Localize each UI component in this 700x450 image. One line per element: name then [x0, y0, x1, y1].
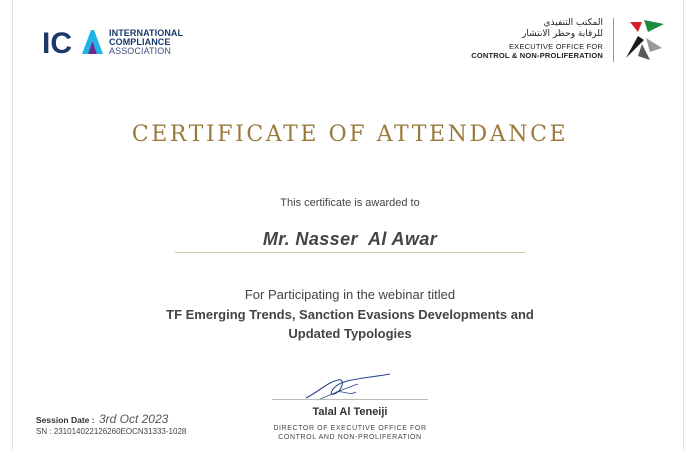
eo-english-line1: EXECUTIVE OFFICE FOR: [508, 42, 603, 51]
session-date: [36, 412, 168, 426]
serial-number: SN : 231014022126260EOCN31333-1028: [36, 427, 187, 436]
session-date-label: Session Date :: [36, 415, 95, 425]
ica-logo-icon: [42, 27, 104, 57]
recipient-underline: [175, 252, 525, 253]
svg-text:IC: IC: [42, 27, 72, 57]
signatory-title-line1: DIRECTOR OF EXECUTIVE OFFICE FOR: [273, 425, 427, 432]
executive-office-logo: [471, 18, 666, 62]
ica-line1: INTERNATIONAL: [109, 27, 184, 38]
webinar-title: [140, 305, 560, 343]
webinar-title-line2: Updated Typologies: [288, 326, 412, 341]
ica-line2: COMPLIANCE: [109, 36, 171, 47]
recipient-name: Mr. Nasser Al Awar: [262, 229, 438, 249]
signatory-name: Talal Al Teneiji: [312, 406, 388, 418]
eo-english-line2: CONTROL & NON-PROLIFERATION: [471, 51, 603, 60]
session-date-value: 3rd Oct 2023: [98, 412, 169, 426]
eo-arabic-line2: للرقابة وحظر الانتشار: [521, 29, 603, 39]
signature-line: [272, 399, 428, 400]
participating-text: For Participating in the webinar titled: [244, 287, 456, 302]
certificate-title: CERTIFICATE OF ATTENDANCE: [131, 122, 569, 147]
signatory-title-line2: CONTROL AND NON-PROLIFERATION: [278, 434, 422, 441]
eo-arabic-line1: المكتب التنفيذي: [543, 18, 603, 28]
eo-divider: [613, 18, 614, 62]
eo-emblem-icon: [624, 18, 666, 62]
ica-line3: ASSOCIATION: [109, 45, 171, 56]
webinar-title-line1: TF Emerging Trends, Sanction Evasions Developments and: [166, 307, 534, 322]
awarded-to-text: This certificate is awarded to: [280, 197, 420, 209]
ica-logo: [42, 27, 183, 57]
